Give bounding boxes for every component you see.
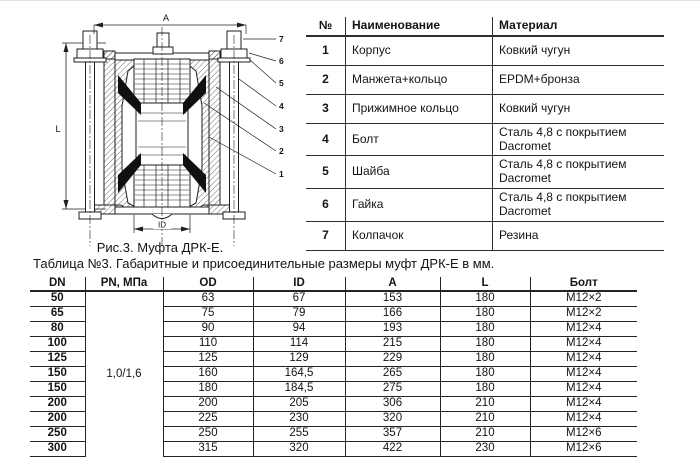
l-cell: 180	[440, 382, 530, 397]
part-material-cell: Резина	[499, 227, 539, 242]
a-cell: 275	[345, 382, 440, 397]
od-cell: 315	[163, 442, 253, 457]
callout-5: 5	[279, 78, 284, 88]
dims-header-cell: L	[440, 277, 530, 291]
part-name-cell: Шайба	[346, 156, 493, 189]
dims-table-caption: Таблица №3. Габаритные и присоединительные размеры муфт ДРК-Е в мм.	[33, 256, 495, 271]
l-cell: 210	[440, 427, 530, 442]
id-cell: 67	[253, 291, 345, 307]
part-name-cell: Колпачок	[346, 221, 493, 250]
od-cell: 63	[163, 291, 253, 307]
part-number-cell: 6	[306, 188, 346, 221]
bolt-cell: M12×2	[530, 291, 637, 307]
part-name-cell: Корпус	[346, 36, 493, 66]
drawing-geometry	[62, 23, 276, 247]
parts-row	[306, 36, 664, 66]
parts-header-row	[306, 17, 664, 36]
coupling-cross-section-drawing	[16, 1, 316, 251]
part-number-cell: 4	[306, 123, 346, 156]
id-cell: 79	[253, 307, 345, 322]
bolt-cell: M12×6	[530, 427, 637, 442]
dims-header-cell: ID	[253, 277, 345, 291]
dims-header-cell: A	[345, 277, 440, 291]
part-name-cell: Гайка	[346, 188, 493, 221]
dn-cell: 150	[30, 382, 85, 397]
dn-cell: 65	[30, 307, 85, 322]
dn-cell: 200	[30, 412, 85, 427]
id-cell: 320	[253, 442, 345, 457]
id-cell: 164,5	[253, 367, 345, 382]
dims-header-row	[30, 277, 637, 291]
parts-row	[306, 156, 664, 189]
parts-table	[306, 17, 626, 251]
part-number-cell: 2	[306, 65, 346, 94]
dn-cell: 300	[30, 442, 85, 457]
parts-row	[306, 123, 664, 156]
bolt-cell: M12×6	[530, 442, 637, 457]
a-cell: 229	[345, 352, 440, 367]
l-cell: 180	[440, 352, 530, 367]
parts-header-num: №	[306, 17, 346, 36]
dim-label-a: A	[162, 13, 170, 23]
id-cell: 129	[253, 352, 345, 367]
part-number-cell: 1	[306, 36, 346, 66]
parts-row	[306, 94, 664, 123]
bolt-cell: M12×4	[530, 397, 637, 412]
part-name-cell: Болт	[346, 123, 493, 156]
od-cell: 75	[163, 307, 253, 322]
id-cell: 94	[253, 322, 345, 337]
a-cell: 215	[345, 337, 440, 352]
bolt-cell: M12×2	[530, 307, 637, 322]
id-cell: 255	[253, 427, 345, 442]
part-material-cell: EPDM+бронза	[499, 71, 580, 86]
bolt-cell: M12×4	[530, 412, 637, 427]
l-cell: 230	[440, 442, 530, 457]
bolt-cell: M12×4	[530, 382, 637, 397]
od-cell: 225	[163, 412, 253, 427]
dimension-l	[64, 43, 69, 209]
l-cell: 210	[440, 412, 530, 427]
od-cell: 200	[163, 397, 253, 412]
od-cell: 110	[163, 337, 253, 352]
parts-row	[306, 221, 664, 250]
a-cell: 320	[345, 412, 440, 427]
l-cell: 180	[440, 307, 530, 322]
part-name-cell: Прижимное кольцо	[346, 94, 493, 123]
callout-4: 4	[279, 101, 284, 111]
callout-1: 1	[279, 169, 284, 179]
dn-cell: 80	[30, 322, 85, 337]
dimensions-table	[30, 277, 637, 457]
bolt-cell: M12×4	[530, 352, 637, 367]
id-cell: 114	[253, 337, 345, 352]
l-cell: 210	[440, 397, 530, 412]
l-cell: 180	[440, 291, 530, 307]
id-cell: 205	[253, 397, 345, 412]
l-cell: 180	[440, 337, 530, 352]
a-cell: 166	[345, 307, 440, 322]
bolt-cell: M12×4	[530, 367, 637, 382]
bolt-cell: M12×4	[530, 322, 637, 337]
parts-header-material: Материал	[499, 18, 558, 32]
bolt-cell: M12×4	[530, 337, 637, 352]
l-cell: 180	[440, 367, 530, 382]
a-cell: 306	[345, 397, 440, 412]
part-number-cell: 7	[306, 221, 346, 250]
a-cell: 357	[345, 427, 440, 442]
dn-cell: 125	[30, 352, 85, 367]
dn-cell: 200	[30, 397, 85, 412]
a-cell: 153	[345, 291, 440, 307]
dims-header-cell: OD	[163, 277, 253, 291]
part-material-cell: Сталь 4,8 с покрытием Dacromet	[499, 124, 627, 153]
dims-row	[30, 291, 637, 307]
a-cell: 265	[345, 367, 440, 382]
dims-header-cell: DN	[30, 277, 85, 291]
od-cell: 250	[163, 427, 253, 442]
id-cell: 230	[253, 412, 345, 427]
figure-caption: Рис.3. Муфта ДРК-Е.	[96, 240, 224, 255]
part-number-cell: 5	[306, 156, 346, 189]
parts-header-name: Наименование	[346, 17, 493, 36]
callout-7: 7	[279, 34, 284, 44]
part-material-cell: Сталь 4,8 с покрытием Dacromet	[499, 157, 627, 186]
callout-3: 3	[279, 124, 284, 134]
od-cell: 180	[163, 382, 253, 397]
part-material-cell: Ковкий чугун	[499, 100, 571, 115]
od-cell: 125	[163, 352, 253, 367]
l-cell: 180	[440, 322, 530, 337]
dims-header-cell: Болт	[530, 277, 637, 291]
od-cell: 160	[163, 367, 253, 382]
a-cell: 422	[345, 442, 440, 457]
pn-value-cell: 1,0/1,6	[85, 291, 163, 457]
part-material-cell: Сталь 4,8 с покрытием Dacromet	[499, 189, 627, 218]
parts-row	[306, 65, 664, 94]
dn-cell: 100	[30, 337, 85, 352]
part-number-cell: 3	[306, 94, 346, 123]
dn-cell: 250	[30, 427, 85, 442]
callout-6: 6	[279, 56, 284, 66]
dim-label-l: L	[55, 124, 61, 134]
dimension-a	[94, 23, 246, 35]
a-cell: 193	[345, 322, 440, 337]
part-material-cell: Ковкий чугун	[499, 42, 571, 57]
coupling-drawing-svg	[16, 1, 316, 251]
id-cell: 184,5	[253, 382, 345, 397]
part-name-cell: Манжета+кольцо	[346, 65, 493, 94]
dim-label-id: ID	[158, 220, 166, 230]
dn-cell: 50	[30, 291, 85, 307]
od-cell: 90	[163, 322, 253, 337]
dn-cell: 150	[30, 367, 85, 382]
callout-2: 2	[279, 146, 284, 156]
dims-header-cell: PN, МПа	[85, 277, 163, 291]
parts-row	[306, 188, 664, 221]
